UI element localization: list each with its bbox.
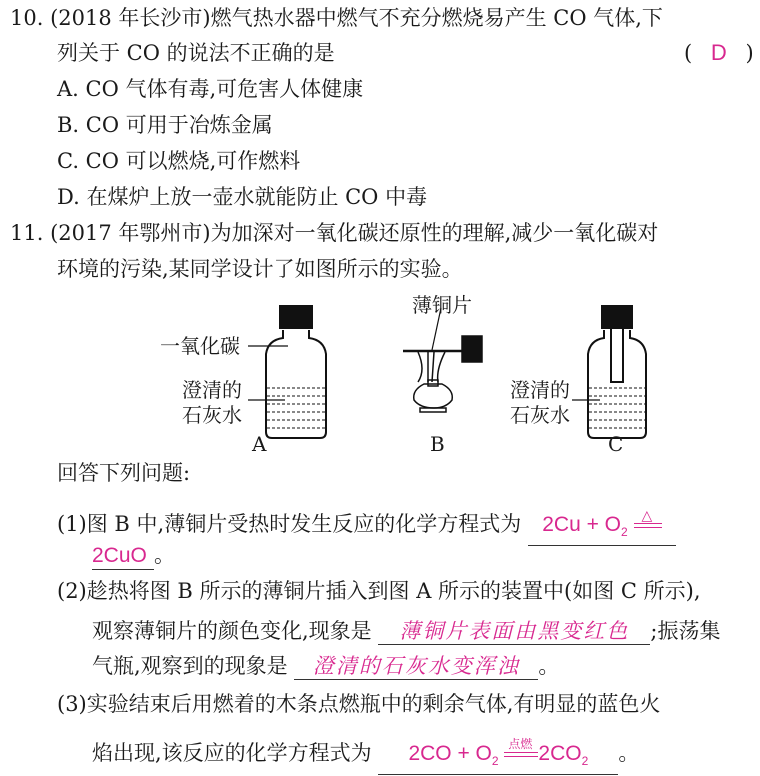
q11-sub3-line1: (3)实验结束后用燃着的木条点燃瓶中的剩余气体,有明显的蓝色火 (57, 692, 661, 716)
q11-sub3-line2 (92, 736, 640, 775)
q11-prompt: 回答下列问题: (57, 461, 191, 485)
q10-answer: D (710, 40, 727, 65)
sub3-subscript-a: 2 (491, 754, 499, 769)
sub2-answer1: 薄铜片表面由黑变红色 (378, 618, 650, 645)
burner-b (403, 308, 482, 412)
caption-b: B (430, 432, 445, 456)
q11-sub1-line1 (57, 506, 676, 546)
sub1-formula-a: 2Cu + O (542, 513, 622, 536)
paren-open: ( (684, 41, 693, 65)
sub2-text-a: 观察薄铜片的颜色变化,现象是 (92, 619, 372, 643)
q11-sub2-line1: (2)趁热将图 B 所示的薄铜片插入到图 A 所示的装置中(如图 C 所示), (57, 579, 701, 603)
q10-stem-line2: 列关于 CO 的说法不正确的是 (57, 41, 335, 65)
label-copper-sheet: 薄铜片 (412, 293, 472, 317)
sub3-subscript-b: 2 (581, 754, 589, 769)
q11-sub2-line3 (57, 653, 559, 680)
ignite-condition: 点燃 (508, 736, 533, 751)
q11-stem-line1: 11. (2017 年鄂州市)为加深对一氧化碳还原性的理解,减少一氧化碳对 (10, 221, 659, 245)
sub1-text: (1)图 B 中,薄铜片受热时发生反应的化学方程式为 (57, 512, 522, 536)
caption-c: C (608, 432, 624, 456)
sub1-subscript: 2 (621, 525, 628, 540)
heat-condition: △ (641, 506, 653, 523)
q10-option-a: A. CO 气体有毒,可危害人体健康 (57, 77, 364, 101)
q11-sub1-line2 (92, 542, 175, 570)
label-limewater-a-1: 澄清的 (182, 378, 242, 402)
label-limewater-c-2: 石灰水 (510, 403, 570, 427)
label-limewater-c-1: 澄清的 (510, 378, 570, 402)
q10-stem-line1: 10. (2018 年长沙市)燃气热水器中燃气不充分燃烧易产生 CO 气体,下 (10, 6, 663, 30)
sub3-formula-b: 2CO (538, 742, 582, 765)
bottle-a (248, 306, 326, 438)
q10-option-b: B. CO 可用于冶炼金属 (57, 113, 273, 137)
sub1-answer-part1 (528, 506, 676, 546)
sub2-text-b: ;振荡集 (650, 619, 721, 643)
q10-option-c: C. CO 可以燃烧,可作燃料 (57, 149, 301, 173)
sub2-text-c: 气瓶,观察到的现象是 (92, 654, 288, 678)
sub3-equals (504, 736, 538, 757)
sub3-end: 。 (618, 741, 640, 765)
sub2-end: 。 (538, 654, 560, 678)
sub3-answer (378, 736, 618, 775)
sub1-end: 。 (154, 543, 175, 567)
q10-option-d: D. 在煤炉上放一壶水就能防止 CO 中毒 (57, 185, 428, 209)
q11-sub2-line2 (92, 618, 720, 645)
bottle-c (572, 306, 646, 438)
label-limewater-a-2: 石灰水 (182, 403, 242, 427)
paren-close: ) (745, 41, 754, 65)
sub1-answer-part2: 2CuO (92, 543, 154, 570)
label-carbon-monoxide: 一氧化碳 (160, 334, 240, 358)
caption-a: A (252, 432, 267, 456)
q11-stem-line2: 环境的污染,某同学设计了如图所示的实验。 (57, 257, 463, 281)
sub2-answer2: 澄清的石灰水变浑浊 (294, 653, 538, 680)
sub3-text: 焰出现,该反应的化学方程式为 (92, 741, 372, 765)
sub1-equals (634, 506, 662, 528)
sub3-formula-a: 2CO + O (408, 742, 492, 765)
